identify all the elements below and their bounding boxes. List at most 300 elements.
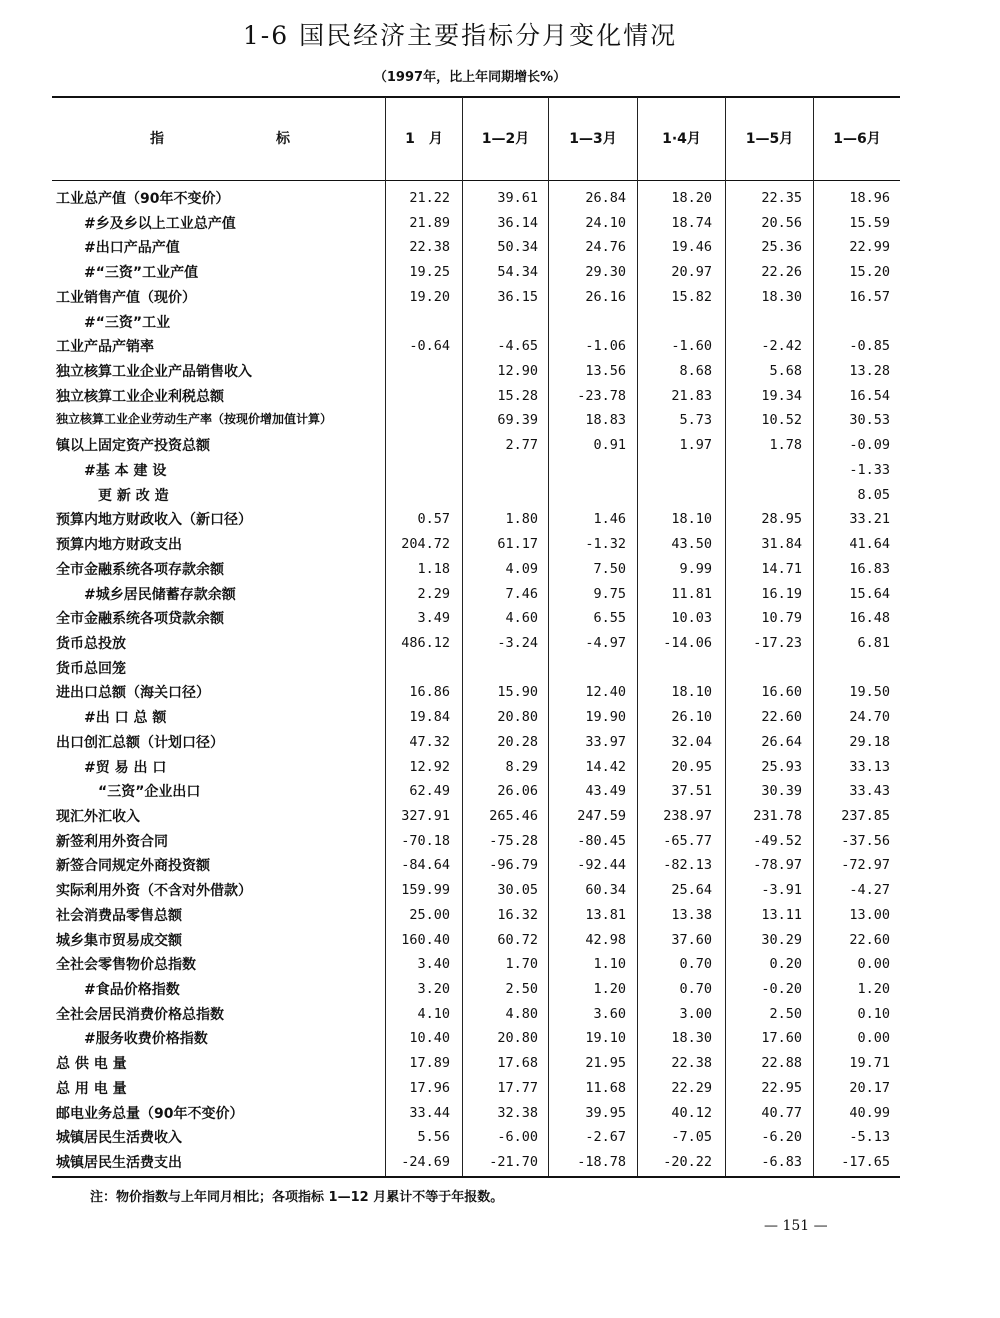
row-value: 0.57 <box>417 511 450 528</box>
row-value: 33.43 <box>849 783 890 800</box>
row-value: 36.14 <box>497 214 538 231</box>
row-label: 全社会居民消费价格总指数 <box>56 1006 224 1023</box>
row-value: 20.17 <box>849 1079 890 1096</box>
table-top-rule <box>52 96 900 98</box>
row-value: 5.73 <box>679 412 712 429</box>
table-row <box>52 778 900 803</box>
row-value: 18.10 <box>671 511 712 528</box>
row-value: -14.06 <box>663 634 712 651</box>
row-value: 54.34 <box>497 264 538 281</box>
table-row <box>52 1124 900 1149</box>
row-value: 36.15 <box>497 288 538 305</box>
row-value: 21.95 <box>585 1055 626 1072</box>
row-value: 238.97 <box>663 807 712 824</box>
row-value: 1.20 <box>857 981 890 997</box>
row-value: 22.38 <box>409 239 450 256</box>
row-value: 60.34 <box>585 882 626 899</box>
row-value: -80.45 <box>577 832 626 849</box>
row-value: 1.97 <box>679 437 712 454</box>
row-value: 61.17 <box>497 536 538 553</box>
row-value: 17.77 <box>497 1079 538 1096</box>
table-row <box>52 358 900 383</box>
table-row <box>52 1149 900 1174</box>
row-value: 13.81 <box>585 906 626 923</box>
row-value: -6.83 <box>761 1154 802 1171</box>
table-subtitle: （1997年，比上年同期增长%） <box>373 70 567 85</box>
row-label: 实际利用外资（不含对外借款） <box>56 883 252 900</box>
table-row <box>52 185 900 210</box>
row-label: 货币总回笼 <box>56 660 126 677</box>
table-row <box>52 234 900 259</box>
row-value: 0.00 <box>857 956 890 973</box>
row-value: 20.56 <box>761 214 802 231</box>
row-value: 0.91 <box>593 437 626 454</box>
row-value: 3.00 <box>679 1005 712 1022</box>
row-value: 2.50 <box>505 981 538 997</box>
row-value: 20.80 <box>497 1030 538 1047</box>
row-value: 13.28 <box>849 363 890 380</box>
table-row <box>52 605 900 630</box>
row-value: 31.84 <box>761 536 802 553</box>
row-value: 9.99 <box>679 560 712 577</box>
table-row <box>52 506 900 531</box>
row-value: 237.85 <box>841 807 890 824</box>
row-value: 20.97 <box>671 264 712 281</box>
row-value: 24.76 <box>585 239 626 256</box>
row-value: 18.83 <box>585 412 626 429</box>
row-label: 全社会零售物价总指数 <box>56 957 196 974</box>
row-value: 33.21 <box>849 511 890 528</box>
table-row <box>52 407 900 432</box>
table-row <box>52 457 900 482</box>
row-value: -4.97 <box>585 634 626 651</box>
table-row <box>52 803 900 828</box>
row-value: 1.78 <box>769 437 802 454</box>
row-value: 12.90 <box>497 363 538 380</box>
row-value: 19.71 <box>849 1055 890 1072</box>
table-row <box>52 432 900 457</box>
row-label: #出 口 总 额 <box>56 710 167 727</box>
table-header-rule <box>52 180 900 181</box>
row-label: 城镇居民生活费收入 <box>56 1130 182 1147</box>
row-value: 43.49 <box>585 783 626 800</box>
table-row <box>52 1050 900 1075</box>
row-value: 11.68 <box>585 1079 626 1096</box>
table-row <box>52 754 900 779</box>
row-label: 预算内地方财政收入（新口径） <box>56 512 252 529</box>
row-value: 16.32 <box>497 906 538 923</box>
row-value: 12.40 <box>585 684 626 701</box>
row-value: 17.89 <box>409 1055 450 1072</box>
row-value: 13.56 <box>585 363 626 380</box>
row-value: -92.44 <box>577 857 626 874</box>
row-label: #“三资”工业产值 <box>56 265 199 282</box>
row-label: 出口创汇总额（计划口径） <box>56 734 224 751</box>
page-title: 1-6 国民经济主要指标分月变化情况 <box>242 21 678 50</box>
table-row <box>52 1100 900 1125</box>
row-value: 42.98 <box>585 931 626 948</box>
row-value: -72.97 <box>841 857 890 874</box>
table-row <box>52 877 900 902</box>
row-label: 独立核算工业企业劳动生产率（按现价增加值计算） <box>56 412 333 427</box>
row-value: 20.95 <box>671 758 712 775</box>
row-value: -18.78 <box>577 1154 626 1171</box>
row-label: 进出口总额（海关口径） <box>56 685 210 702</box>
row-value: 62.49 <box>409 783 450 800</box>
row-value: 160.40 <box>401 931 450 948</box>
table-row <box>52 1025 900 1050</box>
row-value: 30.05 <box>497 882 538 899</box>
row-value: -3.24 <box>497 634 538 651</box>
row-value: 3.60 <box>593 1005 626 1022</box>
row-label: 工业产品产销率 <box>56 339 154 356</box>
row-value: 40.12 <box>671 1104 712 1121</box>
row-value: 10.52 <box>761 412 802 429</box>
row-value: 29.18 <box>849 733 890 750</box>
row-value: 1.20 <box>593 981 626 997</box>
row-value: 18.30 <box>671 1030 712 1047</box>
row-value: 30.39 <box>761 783 802 800</box>
table-row <box>52 729 900 754</box>
row-label: “三资”企业出口 <box>56 784 201 801</box>
row-value: 33.13 <box>849 758 890 775</box>
row-value: -37.56 <box>841 832 890 849</box>
row-value: 19.90 <box>585 709 626 726</box>
row-value: 10.79 <box>761 610 802 627</box>
row-value: 39.95 <box>585 1104 626 1121</box>
row-value: 50.34 <box>497 239 538 256</box>
row-value: 21.89 <box>409 214 450 231</box>
row-value: 15.20 <box>849 264 890 281</box>
row-value: 26.10 <box>671 709 712 726</box>
row-value: -78.97 <box>753 857 802 874</box>
row-value: 6.81 <box>857 634 890 651</box>
row-value: 18.30 <box>761 288 802 305</box>
row-label: 邮电业务总量（90年不变价） <box>56 1105 244 1122</box>
row-value: 15.28 <box>497 387 538 404</box>
row-value: 33.97 <box>585 733 626 750</box>
row-value: 16.86 <box>409 684 450 701</box>
row-value: 18.96 <box>849 190 890 206</box>
row-value: -70.18 <box>401 832 450 849</box>
row-label: 社会消费品零售总额 <box>56 907 182 924</box>
row-value: -2.42 <box>761 338 802 355</box>
header-col-2: 1—2月 <box>481 131 530 147</box>
row-label: 总 供 电 量 <box>56 1056 127 1073</box>
row-value: 29.30 <box>585 264 626 281</box>
row-value: 1.46 <box>593 511 626 528</box>
row-label: 工业总产值（90年不变价） <box>56 191 230 207</box>
table-row <box>52 852 900 877</box>
row-value: 4.60 <box>505 610 538 627</box>
row-value: 16.19 <box>761 585 802 602</box>
table-row <box>52 309 900 334</box>
row-value: 26.16 <box>585 288 626 305</box>
row-value: 6.55 <box>593 610 626 627</box>
row-value: 22.99 <box>849 239 890 256</box>
row-label: 新签利用外资合同 <box>56 833 168 850</box>
row-label: 工业销售产值（现价） <box>56 289 196 306</box>
row-value: -0.64 <box>409 338 450 355</box>
table-body <box>52 185 900 1174</box>
row-label: 城乡集市贸易成交额 <box>56 932 182 949</box>
table-row <box>52 1001 900 1026</box>
row-value: 4.80 <box>505 1005 538 1022</box>
row-value: -0.09 <box>849 437 890 454</box>
header-col-1: 1 月 <box>405 131 443 147</box>
row-value: 19.20 <box>409 288 450 305</box>
row-value: 30.53 <box>849 412 890 429</box>
row-value: 0.70 <box>679 981 712 997</box>
row-value: 14.42 <box>585 758 626 775</box>
row-value: 37.60 <box>671 931 712 948</box>
row-value: 24.70 <box>849 709 890 726</box>
row-value: 22.60 <box>849 931 890 948</box>
row-value: 16.57 <box>849 288 890 305</box>
row-value: 327.91 <box>401 807 450 824</box>
row-value: 17.68 <box>497 1055 538 1072</box>
row-value: 25.93 <box>761 758 802 775</box>
table-row <box>52 284 900 309</box>
table-bottom-rule <box>52 1176 900 1178</box>
row-value: 1.18 <box>417 560 450 577</box>
row-value: 40.77 <box>761 1104 802 1121</box>
row-value: 247.59 <box>577 807 626 824</box>
row-value: 9.75 <box>593 585 626 602</box>
row-value: 19.50 <box>849 684 890 701</box>
row-value: -5.13 <box>849 1129 890 1146</box>
row-label: #城乡居民储蓄存款余额 <box>56 586 236 603</box>
row-value: -2.67 <box>585 1129 626 1146</box>
row-label: #“三资”工业 <box>56 314 171 331</box>
row-value: 5.68 <box>769 363 802 380</box>
table-row <box>52 927 900 952</box>
table-row <box>52 902 900 927</box>
row-value: -17.65 <box>841 1154 890 1171</box>
table-row <box>52 210 900 235</box>
table-row <box>52 976 900 1001</box>
row-value: 25.64 <box>671 882 712 899</box>
row-value: -84.64 <box>401 857 450 874</box>
row-value: 40.99 <box>849 1104 890 1121</box>
table-row <box>52 828 900 853</box>
row-label: 独立核算工业企业产品销售收入 <box>56 364 252 381</box>
row-label: 全市金融系统各项贷款余额 <box>56 611 224 628</box>
row-value: 18.74 <box>671 214 712 231</box>
row-value: 20.28 <box>497 733 538 750</box>
row-value: 159.99 <box>401 882 450 899</box>
row-value: 43.50 <box>671 536 712 553</box>
row-value: 0.10 <box>857 1005 890 1022</box>
table-row <box>52 333 900 358</box>
row-value: -24.69 <box>401 1154 450 1171</box>
row-value: 30.29 <box>761 931 802 948</box>
row-value: 37.51 <box>671 783 712 800</box>
row-value: -1.33 <box>849 461 890 478</box>
row-value: 22.35 <box>761 190 802 206</box>
row-value: 16.83 <box>849 560 890 577</box>
table-row <box>52 630 900 655</box>
row-value: 47.32 <box>409 733 450 750</box>
header-col-5: 1—5月 <box>745 131 794 147</box>
row-value: -75.28 <box>489 832 538 849</box>
header-indicator: 指 标 <box>150 131 290 147</box>
row-value: 26.06 <box>497 783 538 800</box>
row-value: -21.70 <box>489 1154 538 1171</box>
row-value: -0.20 <box>761 981 802 997</box>
header-col-6: 1—6月 <box>833 131 881 147</box>
row-value: 265.46 <box>489 807 538 824</box>
row-value: 39.61 <box>497 190 538 206</box>
row-value: 22.26 <box>761 264 802 281</box>
row-label: 新签合同规定外商投资额 <box>56 858 210 875</box>
row-value: -23.78 <box>577 387 626 404</box>
header-col-4: 1·4月 <box>662 131 701 147</box>
table-row <box>52 383 900 408</box>
row-value: 4.10 <box>417 1005 450 1022</box>
row-value: 3.20 <box>417 981 450 997</box>
table-row <box>52 581 900 606</box>
row-value: 19.34 <box>761 387 802 404</box>
row-value: 19.46 <box>671 239 712 256</box>
row-label: 城镇居民生活费支出 <box>56 1155 182 1172</box>
row-label: 总 用 电 量 <box>56 1080 127 1097</box>
row-value: 16.54 <box>849 387 890 404</box>
header-col-3: 1—3月 <box>569 131 617 147</box>
row-label: #乡及乡以上工业总产值 <box>56 215 236 232</box>
row-label: #出口产品产值 <box>56 240 180 257</box>
row-value: 486.12 <box>401 634 450 651</box>
row-value: 13.11 <box>761 906 802 923</box>
row-value: 33.44 <box>409 1104 450 1121</box>
row-value: -65.77 <box>663 832 712 849</box>
row-value: -49.52 <box>753 832 802 849</box>
row-value: 17.96 <box>409 1079 450 1096</box>
row-value: 21.83 <box>671 387 712 404</box>
row-value: -4.65 <box>497 338 538 355</box>
table-row <box>52 1075 900 1100</box>
table-row <box>52 531 900 556</box>
row-value: 0.70 <box>679 956 712 973</box>
row-value: 26.84 <box>585 190 626 206</box>
page-number: — 151 — <box>764 1218 828 1234</box>
row-value: 41.64 <box>849 536 890 553</box>
row-value: 19.84 <box>409 709 450 726</box>
row-value: 15.90 <box>497 684 538 701</box>
row-value: 19.25 <box>409 264 450 281</box>
row-value: -96.79 <box>489 857 538 874</box>
row-value: 14.71 <box>761 560 802 577</box>
row-value: 7.46 <box>505 585 538 602</box>
row-value: 22.38 <box>671 1055 712 1072</box>
row-value: 20.80 <box>497 709 538 726</box>
row-label: #服务收费价格指数 <box>56 1031 208 1048</box>
table-row <box>52 655 900 680</box>
row-value: 231.78 <box>753 807 802 824</box>
row-value: 1.80 <box>505 511 538 528</box>
row-value: -1.06 <box>585 338 626 355</box>
row-value: -82.13 <box>663 857 712 874</box>
row-value: -7.05 <box>671 1129 712 1146</box>
row-value: 3.49 <box>417 610 450 627</box>
row-value: 0.20 <box>769 956 802 973</box>
row-value: 12.92 <box>409 758 450 775</box>
row-label: 更 新 改 造 <box>56 487 169 504</box>
row-value: -3.91 <box>761 882 802 899</box>
table-row <box>52 482 900 507</box>
row-value: 13.38 <box>671 906 712 923</box>
row-value: -6.20 <box>761 1129 802 1146</box>
row-label: #食品价格指数 <box>56 982 180 998</box>
row-label: 现汇外汇收入 <box>56 808 140 825</box>
row-value: 32.04 <box>671 733 712 750</box>
row-value: 8.05 <box>857 486 890 503</box>
row-value: 4.09 <box>505 560 538 577</box>
table-row <box>52 679 900 704</box>
row-value: 24.10 <box>585 214 626 231</box>
row-value: 22.95 <box>761 1079 802 1096</box>
row-value: 15.82 <box>671 288 712 305</box>
row-value: 11.81 <box>671 585 712 602</box>
row-value: 10.03 <box>671 610 712 627</box>
row-value: 22.60 <box>761 709 802 726</box>
row-label: #贸 易 出 口 <box>56 759 167 776</box>
row-value: 19.10 <box>585 1030 626 1047</box>
row-label: 预算内地方财政支出 <box>56 537 182 554</box>
row-value: 10.40 <box>409 1030 450 1047</box>
row-value: 15.64 <box>849 585 890 602</box>
row-value: -4.27 <box>849 882 890 899</box>
row-value: 1.10 <box>593 956 626 973</box>
row-value: 18.20 <box>671 190 712 206</box>
row-value: -1.60 <box>671 338 712 355</box>
row-label: 全市金融系统各项存款余额 <box>56 561 224 578</box>
row-value: 26.64 <box>761 733 802 750</box>
row-value: 17.60 <box>761 1030 802 1047</box>
row-value: 21.22 <box>409 190 450 206</box>
row-value: 3.40 <box>417 956 450 973</box>
row-value: 22.29 <box>671 1079 712 1096</box>
row-value: 2.29 <box>417 585 450 602</box>
row-value: -0.85 <box>849 338 890 355</box>
row-value: -17.23 <box>753 634 802 651</box>
row-value: 204.72 <box>401 536 450 553</box>
row-value: 2.50 <box>769 1005 802 1022</box>
table-row <box>52 951 900 976</box>
row-value: 69.39 <box>497 412 538 429</box>
row-label: 镇以上固定资产投资总额 <box>56 438 210 455</box>
row-value: 22.88 <box>761 1055 802 1072</box>
row-value: 13.00 <box>849 906 890 923</box>
row-label: #基 本 建 设 <box>56 462 167 479</box>
row-value: 60.72 <box>497 931 538 948</box>
row-label: 独立核算工业企业利税总额 <box>56 388 224 405</box>
row-value: 1.70 <box>505 956 538 973</box>
row-value: 7.50 <box>593 560 626 577</box>
table-row <box>52 704 900 729</box>
footnote: 注：物价指数与上年同月相比；各项指标 1—12 月累计不等于年报数。 <box>90 1190 504 1205</box>
row-value: 8.68 <box>679 363 712 380</box>
row-value: -1.32 <box>585 536 626 553</box>
table-row <box>52 556 900 581</box>
row-value: 2.77 <box>505 437 538 454</box>
row-value: 5.56 <box>417 1129 450 1146</box>
row-value: 16.48 <box>849 610 890 627</box>
row-value: -20.22 <box>663 1154 712 1171</box>
row-value: 25.00 <box>409 906 450 923</box>
row-value: -6.00 <box>497 1129 538 1146</box>
row-value: 0.00 <box>857 1030 890 1047</box>
